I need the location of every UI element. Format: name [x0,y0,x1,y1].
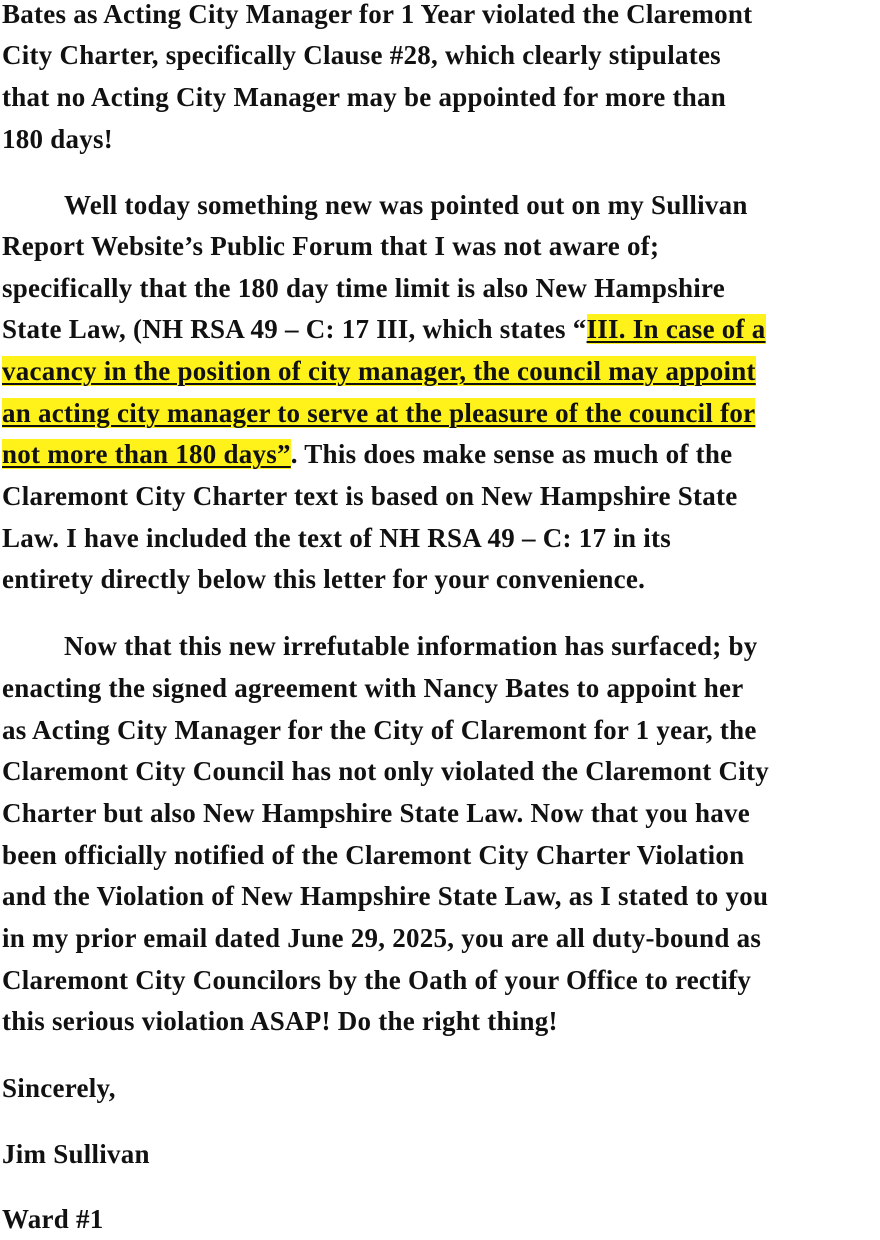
signature-name: Jim Sullivan [2,1139,150,1169]
paragraph-1-line-3: that no Acting City Manager may be appointed for more than [2,82,727,112]
paragraph-3-line-7: and the Violation of New Hampshire State Law, as I stated to you [2,881,769,911]
paragraph-3-line-6: been officially notified of the Claremont City Charter Violation [2,840,745,870]
paragraph-1-line-4: 180 days! [2,124,114,154]
paragraph-2-line-1: Well today something new was pointed out on my Sullivan [64,190,748,220]
highlighted-quote-line-3: an acting city manager to serve at the pleasure of the council for [2,398,756,428]
paragraph-2-line-5 [2,350,756,392]
paragraph-2-line-8: Claremont City Charter text is based on New Hampshire State [2,481,738,511]
paragraph-3-line-9: Claremont City Councilors by the Oath of your Office to rectify [2,965,752,995]
paragraph-2-line-6 [2,392,755,434]
paragraph-2-line-10: entirety directly below this letter for your convenience. [2,564,646,594]
paragraph-1-line-2: City Charter, specifically Clause #28, which clearly stipulates [2,40,721,70]
paragraph-2-line-9: Law. I have included the text of NH RSA 49 – C: 17 in its [2,523,672,553]
paragraph-1-line-1: Bates as Acting City Manager for 1 Year violated the Claremont [2,0,753,29]
signature-ward: Ward #1 [2,1204,104,1234]
paragraph-3-line-8: in my prior email dated June 29, 2025, you are all duty-bound as [2,923,762,953]
paragraph-2-line-4-text: State Law, (NH RSA 49 – C: 17 III, which states “ [2,314,587,344]
paragraph-3-line-2: enacting the signed agreement with Nancy Bates to appoint her [2,673,744,703]
paragraph-2-line-7-text: . This does make sense as much of the [290,439,733,469]
highlighted-quote-line-2: vacancy in the position of city manager, the council may appoint [2,356,756,386]
paragraph-2-line-2: Report Website’s Public Forum that I was not aware of; [2,231,660,261]
highlighted-quote-start: III. In case of a [586,314,766,344]
paragraph-3-line-4: Claremont City Council has not only violated the Claremont City [2,756,769,786]
paragraph-2-line-4 [2,308,766,350]
paragraph-3-line-5: Charter but also New Hampshire State Law. Now that you have [2,798,751,828]
paragraph-2-line-3: specifically that the 180 day time limit is also New Hampshire [2,273,725,303]
paragraph-3-line-1: Now that this new irrefutable information has surfaced; by [64,631,758,661]
paragraph-3-line-10: this serious violation ASAP! Do the right thing! [2,1006,558,1036]
highlighted-quote-end: not more than 180 days” [2,439,291,469]
closing-salutation: Sincerely, [2,1073,116,1103]
paragraph-2-line-7 [2,433,732,475]
paragraph-3-line-3: as Acting City Manager for the City of Claremont for 1 year, the [2,715,757,745]
